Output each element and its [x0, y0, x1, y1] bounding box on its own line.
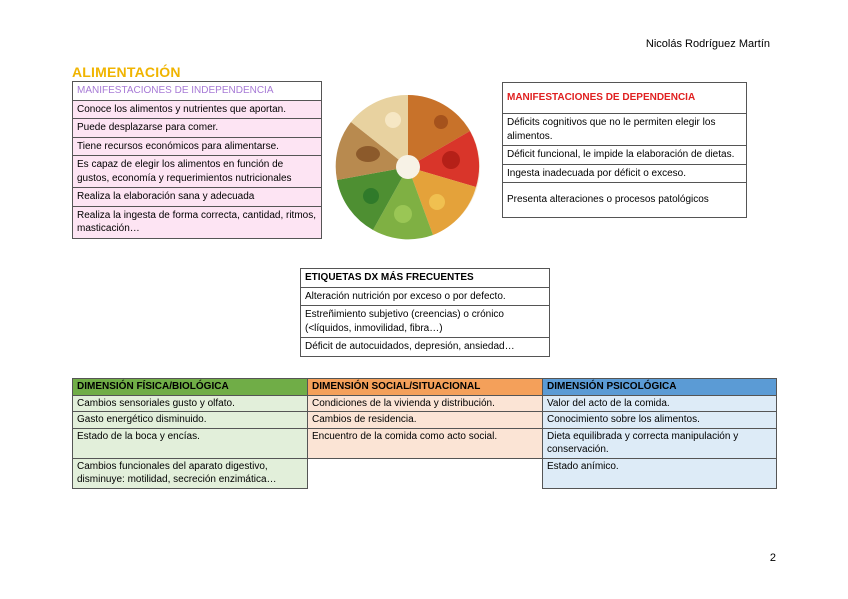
psych-item: Dieta equilibrada y correcta manipulación y conservación. — [543, 428, 777, 458]
social-item: Cambios de residencia. — [308, 412, 543, 429]
independence-item: Puede desplazarse para comer. — [73, 119, 322, 138]
physical-item: Cambios sensoriales gusto y olfato. — [73, 395, 308, 412]
independence-item: Es capaz de elegir los alimentos en función de gustos, economía y requerimientos nutricionales — [73, 156, 322, 188]
social-dimension-header: DIMENSIÓN SOCIAL/SITUACIONAL — [308, 379, 543, 396]
dependence-item: Déficits cognitivos que no le permiten elegir los alimentos. — [503, 114, 747, 146]
food-plate-icon — [333, 92, 483, 242]
psych-dimension-header: DIMENSIÓN PSICOLÓGICA — [543, 379, 777, 396]
empty-cell — [308, 458, 543, 488]
page-number: 2 — [769, 552, 776, 564]
physical-item: Estado de la boca y encías. — [73, 428, 308, 458]
dependence-item: Ingesta inadecuada por déficit o exceso. — [503, 164, 747, 183]
independence-item: Tiene recursos económicos para alimentarse. — [73, 137, 322, 156]
psych-item: Estado anímico. — [543, 458, 777, 488]
dx-labels-item: Déficit de autocuidados, depresión, ansiedad… — [301, 338, 550, 357]
physical-dimension-header: DIMENSIÓN FÍSICA/BIOLÓGICA — [73, 379, 308, 396]
psych-item: Valor del acto de la comida. — [543, 395, 777, 412]
independence-item: Realiza la ingesta de forma correcta, cantidad, ritmos, masticación… — [73, 206, 322, 238]
dependence-table — [502, 82, 747, 218]
social-item: Condiciones de la vivienda y distribución. — [308, 395, 543, 412]
independence-item: Realiza la elaboración sana y adecuada — [73, 188, 322, 207]
dx-labels-header: ETIQUETAS DX MÁS FRECUENTES — [301, 269, 550, 288]
author-name: Nicolás Rodríguez Martín — [645, 38, 770, 50]
dx-labels-item: Estreñimiento subjetivo (creencias) o crónico (<líquidos, inmovilidad, fibra…) — [301, 306, 550, 338]
independence-table — [72, 81, 322, 239]
independence-header: MANIFESTACIONES DE INDEPENDENCIA — [73, 82, 322, 101]
psych-item: Conocimiento sobre los alimentos. — [543, 412, 777, 429]
page-title: ALIMENTACIÓN — [72, 64, 181, 80]
independence-item: Conoce los alimentos y nutrientes que aportan. — [73, 100, 322, 119]
dependence-header: MANIFESTACIONES DE DEPENDENCIA — [503, 83, 747, 114]
dx-labels-table — [300, 268, 550, 357]
dx-labels-item: Alteración nutrición por exceso o por defecto. — [301, 287, 550, 306]
dimensions-table — [72, 378, 777, 489]
social-item: Encuentro de la comida como acto social. — [308, 428, 543, 458]
dependence-item: Presenta alteraciones o procesos patológicos — [503, 183, 747, 218]
dependence-item: Déficit funcional, le impide la elaboración de dietas. — [503, 146, 747, 165]
physical-item: Cambios funcionales del aparato digestivo, disminuye: motilidad, secreción enzimática… — [73, 458, 308, 488]
physical-item: Gasto energético disminuido. — [73, 412, 308, 429]
